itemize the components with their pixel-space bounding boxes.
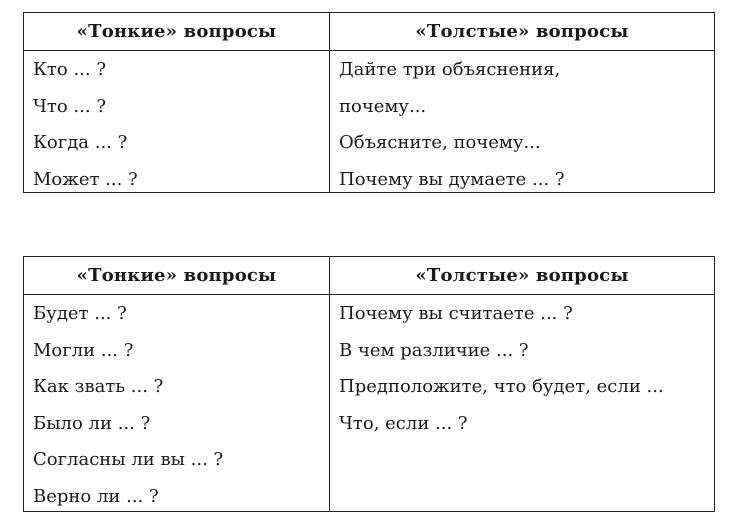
thin-question: Будет ... ?: [33, 303, 127, 324]
thick-questions-header: «Толстые» вопросы: [415, 21, 629, 42]
thick-questions-header: «Толстые» вопросы: [415, 265, 629, 286]
thin-question: Может ... ?: [33, 168, 138, 190]
table-header-row: [24, 13, 714, 51]
thin-question: Когда ... ?: [33, 132, 128, 153]
thin-question: Согласны ли вы ... ?: [33, 449, 224, 470]
thick-question: Почему вы думаете ... ?: [339, 168, 565, 190]
thick-question: Почему вы считаете ... ?: [339, 303, 573, 324]
thick-question: Что, если ... ?: [339, 412, 468, 434]
questions-table-2: [23, 256, 715, 512]
thick-question: В чем различие ... ?: [339, 339, 529, 361]
thick-question: Объясните, почему...: [339, 132, 541, 153]
table-body: [24, 295, 714, 512]
thin-questions-header: «Тонкие» вопросы: [24, 257, 330, 294]
thin-question: Кто ... ?: [33, 59, 106, 80]
thin-question: Верно ли ... ?: [33, 485, 159, 507]
thin-question: Как звать ... ?: [33, 376, 164, 397]
table-body: [24, 51, 714, 193]
thick-questions-column: [330, 51, 714, 193]
thick-questions-column: [330, 295, 714, 512]
thin-question: Что ... ?: [33, 95, 106, 117]
thin-question: Могли ... ?: [33, 339, 134, 361]
questions-table-1: [23, 12, 715, 193]
thin-questions-column: [24, 51, 330, 193]
thin-question: Было ли ... ?: [33, 412, 151, 434]
table-header-row: [24, 257, 714, 295]
thick-question: почему...: [339, 95, 427, 117]
thick-question: Дайте три объяснения,: [339, 59, 561, 80]
thick-question: Предположите, что будет, если ...: [339, 376, 664, 397]
thin-questions-column: [24, 295, 330, 512]
thin-questions-header: «Тонкие» вопросы: [24, 13, 330, 50]
